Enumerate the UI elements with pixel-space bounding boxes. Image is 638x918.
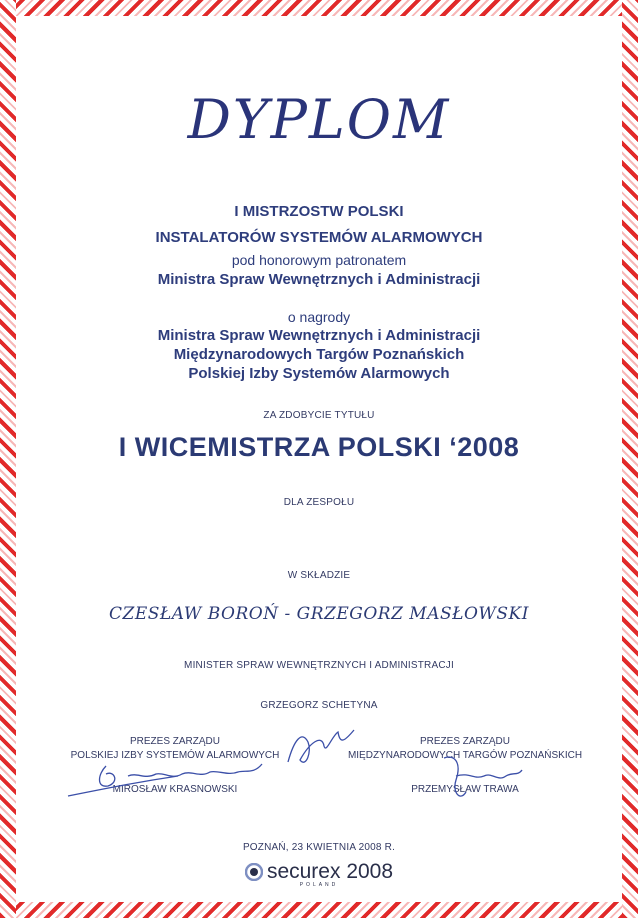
left-signatory-role-2: POLSKIEJ IZBY SYSTEMÓW ALARMOWYCH	[70, 750, 280, 761]
awards-intro: o nagrody	[287, 309, 351, 325]
patron-name: Ministra Spraw Wewnętrznych i Administracji	[157, 271, 481, 288]
award-line-3: Polskiej Izby Systemów Alarmowych	[188, 365, 450, 382]
right-signatory-name: PRZEMYSŁAW TRAWA	[411, 784, 519, 795]
decorative-border-bottom	[0, 902, 638, 918]
team-members: CZESŁAW BOROŃ - GRZEGORZ MASŁOWSKI	[109, 604, 529, 624]
composition-label: W SKŁADZIE	[287, 570, 351, 581]
patronage-intro: pod honorowym patronatem	[231, 252, 407, 268]
left-signatory-name: MIROSŁAW KRASNOWSKI	[112, 784, 238, 795]
for-title-label: ZA ZDOBYCIE TYTUŁU	[263, 410, 375, 421]
minister-title: MINISTER SPRAW WEWNĘTRZNYCH I ADMINISTRACJI	[184, 660, 454, 671]
championship-line-2: INSTALATORÓW SYSTEMÓW ALARMOWYCH	[155, 229, 483, 246]
award-line-1: Ministra Spraw Wewnętrznych i Administracji	[157, 327, 481, 344]
minister-signature	[280, 712, 360, 782]
securex-logo-text: securex 2008	[266, 860, 394, 883]
place-date: POZNAŃ, 23 KWIETNIA 2008 R.	[242, 842, 396, 853]
diploma-title: DYPLOM	[187, 88, 451, 151]
award-line-2: Międzynarodowych Targów Poznańskich	[173, 346, 465, 363]
championship-line-1: I MISTRZOSTW POLSKI	[234, 203, 404, 220]
minister-name: GRZEGORZ SCHETYNA	[260, 700, 378, 711]
left-signature	[68, 752, 288, 802]
right-signatory-role-1: PREZES ZARZĄDU	[419, 736, 510, 747]
for-team-label: DLA ZESPOŁU	[283, 497, 355, 508]
decorative-border-top	[0, 0, 638, 16]
right-signatory-role-2: MIĘDZYNARODOWYCH TARGÓW POZNAŃSKICH	[347, 750, 583, 761]
right-signature	[440, 752, 540, 807]
securex-logo-subtitle: POLAND	[299, 882, 339, 888]
securex-logo-icon	[245, 863, 263, 881]
left-signatory-role-1: PREZES ZARZĄDU	[129, 736, 220, 747]
main-title: I WICEMISTRZA POLSKI ‘2008	[118, 432, 520, 462]
